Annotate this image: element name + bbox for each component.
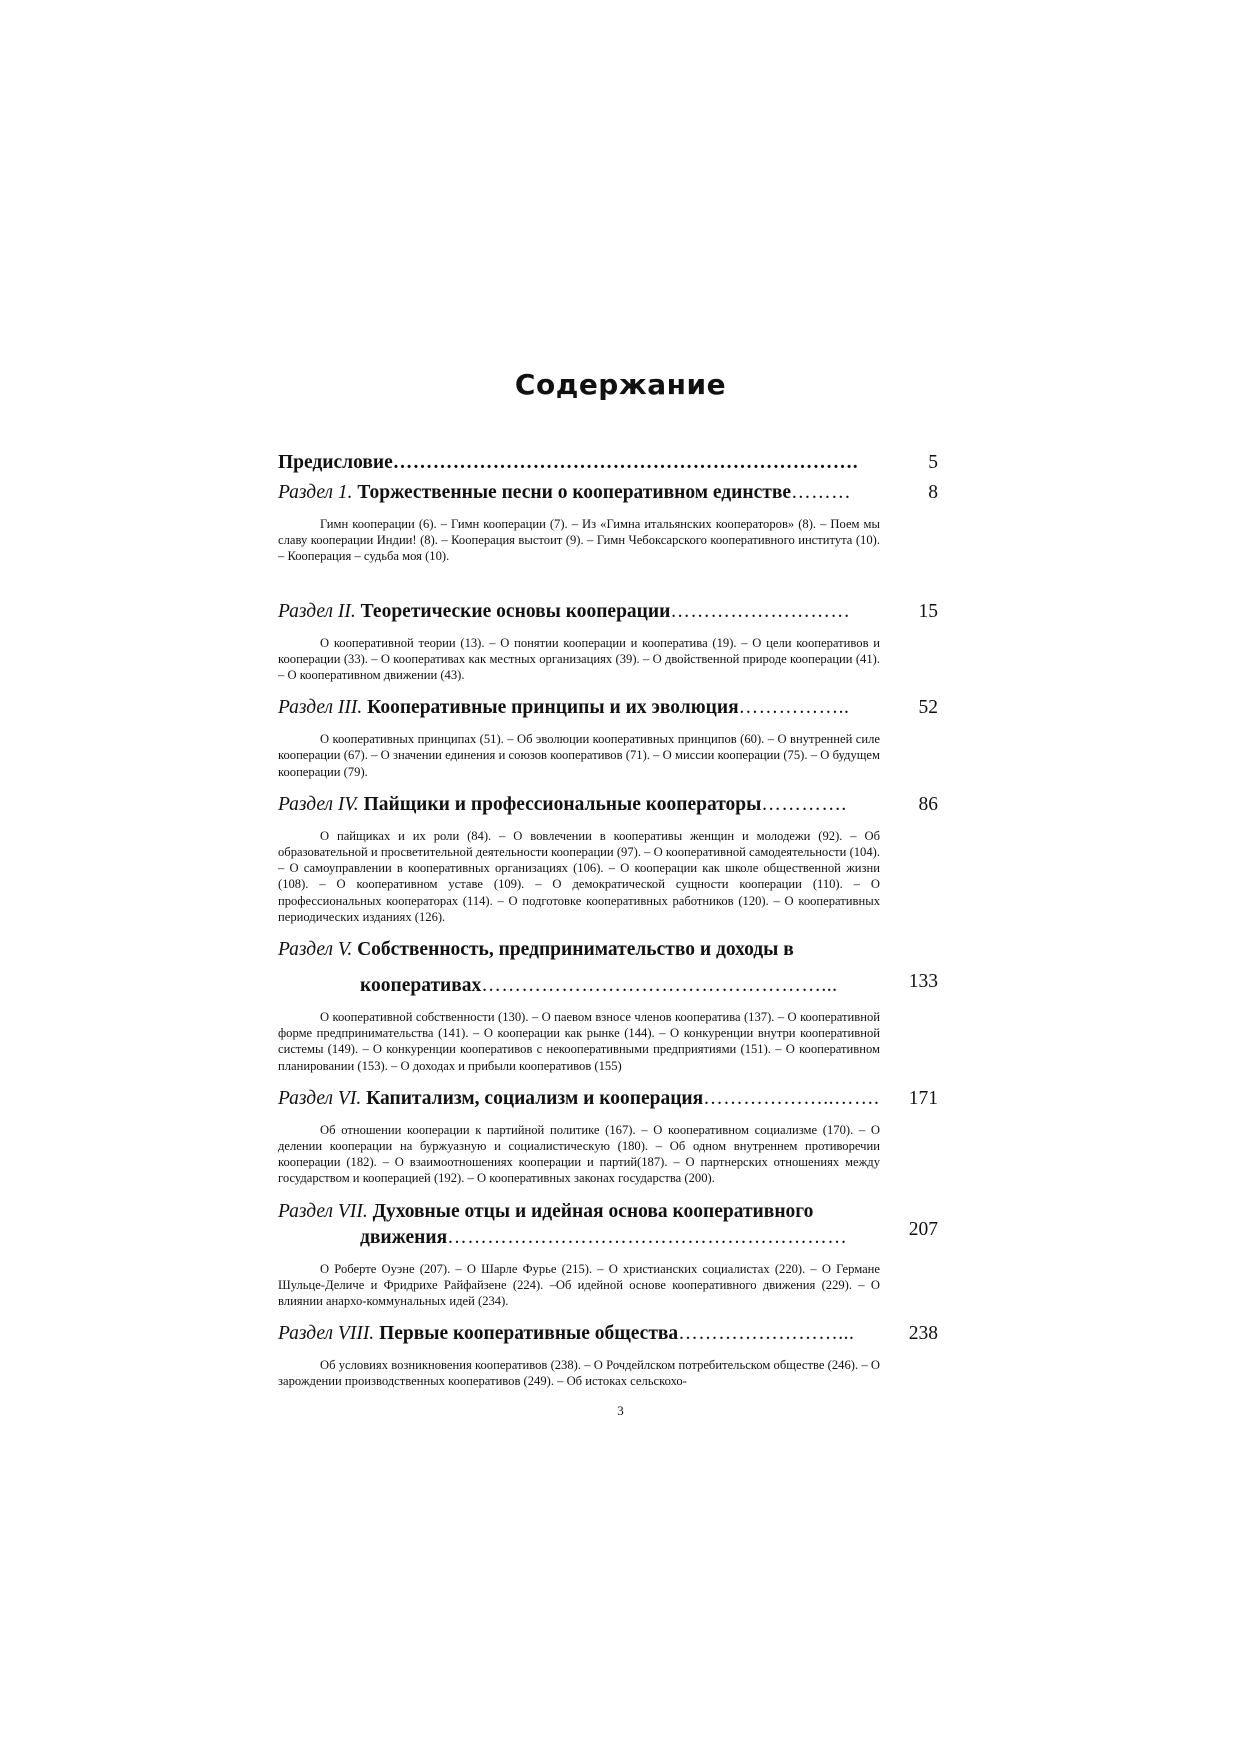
- toc-entry-section-1: [278, 480, 938, 565]
- toc-entry-section-6: [278, 1086, 938, 1187]
- toc-entry-section-7: [278, 1199, 938, 1310]
- toc-entry-section-3: [278, 695, 938, 780]
- toc-entry-summary: О кооперативной теории (13). – О понятии кооперации и кооператива (19). – О цели кооперативов и кооперации (33). – О кооперативах как местных организациях (39). – О двойственной природе кооперации (41). – О кооперативном движении (43).: [278, 635, 880, 683]
- toc-entry-page: 15: [918, 600, 938, 622]
- toc-entry-prefix: Раздел 1.: [278, 482, 353, 503]
- toc-entry-page: 133: [908, 971, 938, 993]
- toc-entry-summary: Гимн кооперации (6). – Гимн кооперации (7). – Из «Гимна итальянских кооператоров» (8). – Поем мы славу кооперации Индии! (8). – Кооперация выстоит (9). – Гимн Чебоксарского кооперативного института (10). – Кооперация – судьба моя (10).: [278, 517, 880, 564]
- toc-entry-page: 86: [918, 793, 938, 815]
- toc-entry-heading[interactable]: [278, 599, 938, 625]
- toc-entry-page: 207: [908, 1218, 938, 1240]
- toc-entry-dots: ……………………...: [678, 1323, 855, 1345]
- toc-entry-dots: …………………………………………………………….: [392, 452, 859, 473]
- toc-entry-prefix: Раздел VIII.: [278, 1323, 375, 1345]
- toc-entry-title: Кооперативные принципы и их эволюция: [367, 697, 739, 719]
- toc-entry-dots: ……………..: [738, 697, 850, 719]
- toc-entry-heading[interactable]: [278, 450, 938, 476]
- table-of-contents: [278, 450, 938, 1390]
- toc-entry-page: 8: [928, 482, 938, 503]
- toc-entry-preface: [278, 450, 938, 476]
- toc-entry-dots: ………………………: [670, 600, 851, 622]
- toc-entry-page: 52: [918, 697, 938, 719]
- toc-entry-prefix: Раздел V.: [278, 939, 353, 961]
- toc-entry-prefix: Раздел II.: [278, 600, 356, 622]
- toc-entry-title-continuation: движения: [360, 1226, 448, 1248]
- toc-entry-dots: ………………..…….: [703, 1087, 880, 1109]
- toc-entry-section-5: [278, 937, 938, 1074]
- toc-entry-title: Торжественные песни о кооперативном единстве: [357, 482, 792, 503]
- toc-entry-prefix: Раздел VII.: [278, 1200, 368, 1222]
- toc-entry-heading[interactable]: [278, 695, 938, 721]
- toc-entry-summary: О Роберте Оуэне (207). – О Шарле Фурье (215). – О христианских социалистах (220). – О Германе Шульце-Деличе и Фридрихе Райфайзене (224). –Об идейной основе кооперативного движения (229). – О влиянии анархо-коммунальных идей (234).: [278, 1261, 880, 1309]
- toc-entry-dots: ……………………………………………………: [447, 1226, 848, 1248]
- toc-entry-section-8: [278, 1321, 938, 1389]
- toc-entry-heading[interactable]: [278, 792, 938, 818]
- toc-entry-title: Капитализм, социализм и кооперация: [366, 1087, 704, 1109]
- toc-entry-summary: Об отношении кооперации к партийной политике (167). – О кооперативном социализме (170). – О делении кооперации на буржуазную и социалистическую (180). – Об одном внутреннем противоречии кооперации (182). – О взаимоотношениях кооперации и партий(187). – О партнерских отношениях между государством и кооперацией (192). – О кооперативных законах государства (200).: [278, 1122, 880, 1186]
- page-number: 3: [617, 1403, 624, 1418]
- toc-entry-heading[interactable]: [278, 1321, 938, 1347]
- toc-entry-summary: О пайщиках и их роли (84). – О вовлечении в кооперативы женщин и молодежи (92). – Об образовательной и просветительной деятельности кооперации (97). – О кооперативной самодеятельности (104). – О самоуправлении в кооперативных организациях (106). – О кооперации как школе общественной жизни (108). – О кооперативном уставе (109). – О демократической сущности кооперации (110). – О профессиональных кооператорах (114). – О подготовке кооперативных работников (120). – О кооперативных периодических изданиях (126).: [278, 828, 880, 924]
- toc-entry-summary: Об условиях возникновения кооперативов (238). – О Рочдейлском потребительском обществе (246). – О зарождении производственных кооперативов (249). – Об истоках сельскохо-: [278, 1358, 880, 1389]
- toc-entry-dots: ……………………………………………...: [481, 975, 838, 997]
- toc-entry-summary: О кооперативной собственности (130). – О паевом взносе членов кооператива (137). – О кооперативной форме предпринимательства (141). – О кооперации как рынке (144). – О конкуренции внутри кооперативной системы (149). – О конкуренции кооперативов с некооперативными предприятиями (151). – О кооперативном планировании (153). – О доходах и прибыли кооперативов (155): [278, 1010, 880, 1073]
- toc-entry-page: 171: [908, 1087, 938, 1109]
- toc-entry-title: Предисловие: [278, 452, 393, 473]
- toc-entry-page: 238: [908, 1323, 938, 1345]
- toc-entry-title: Духовные отцы и идейная основа кооперативного: [372, 1200, 814, 1222]
- toc-entry-heading[interactable]: [278, 937, 938, 999]
- toc-entry-title: Первые кооперативные общества: [379, 1323, 679, 1345]
- toc-entry-section-4: [278, 792, 938, 925]
- toc-entry-title-continuation: кооперативах: [360, 975, 482, 997]
- toc-entry-dots: ………: [791, 482, 852, 503]
- toc-entry-section-2: [278, 599, 938, 684]
- toc-entry-summary: О кооперативных принципах (51). – Об эволюции кооперативных принципов (60). – О внутренней силе кооперации (67). – О значении единения и союзов кооперативов (71). – О миссии кооперации (75). – О будущем кооперации (79).: [278, 732, 880, 779]
- toc-entry-dots: ………….: [761, 793, 847, 815]
- toc-entry-heading[interactable]: [278, 1086, 938, 1112]
- toc-entry-title: Теоретические основы кооперации: [360, 600, 671, 622]
- toc-entry-prefix: Раздел IV.: [278, 793, 359, 815]
- toc-entry-heading[interactable]: [278, 1199, 938, 1251]
- toc-entry-heading[interactable]: [278, 480, 938, 506]
- toc-entry-prefix: Раздел III.: [278, 697, 363, 719]
- toc-entry-prefix: Раздел VI.: [278, 1087, 362, 1109]
- page-title: Содержание: [514, 368, 727, 401]
- toc-entry-page: 5: [928, 452, 938, 473]
- toc-entry-title: Собственность, предпринимательство и доходы в: [357, 939, 794, 961]
- toc-entry-title: Пайщики и профессиональные кооператоры: [363, 793, 762, 815]
